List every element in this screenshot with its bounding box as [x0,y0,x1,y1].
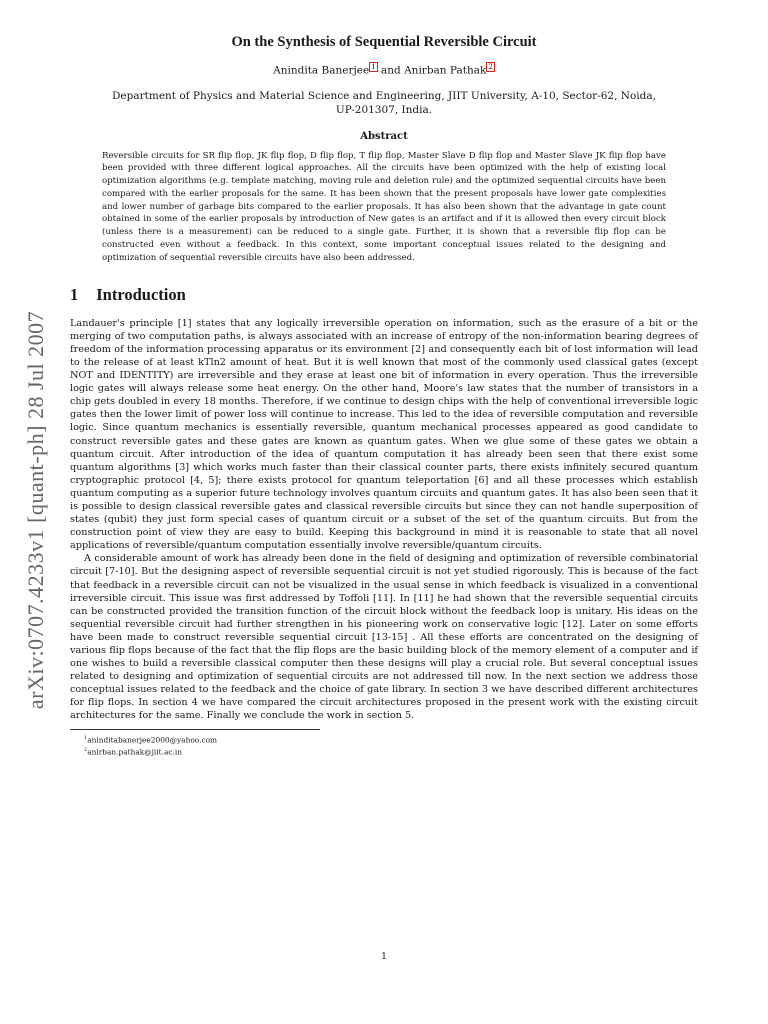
page-number: 1 [380,951,388,962]
arxiv-sidebar-stamp [22,270,50,750]
section-number: 1 [70,284,79,304]
footnote-divider [70,729,320,730]
author-2: Anirban Pathak [404,64,487,77]
abstract-text: Reversible circuits for SR flip flop, JK flip flop, D flip flop, T flip flop, Master Slave D flip flop and Master Slave JK flip flop have been provided with three different logical approaches. All the circuits have been optimized with the help of existing local optimization algorithms (e.g. template matching, moving rule and deletion rule) and the optimized sequential circuits have been compared with the earlier proposals for the same. It has been shown that the present proposals have lower gate complexities and lower number of garbage bits compared to the earlier proposals. It has also been shown that the advantage in gate count obtained in some of the earlier proposals by introduction of New gates is an artifact and if it is allowed then every circuit block (unless there is a measurement) can be reduced to a single gate. Further, it is shown that a reversible flip flop can be constructed even without a feedback. In this context, some important conceptual issues related to the designing and optimization of sequential reversible circuits have also been addressed. [102,150,666,263]
footnote-2 [70,745,698,757]
author-conjunction: and [381,64,401,77]
affiliation-line-2: UP-201307, India. [335,103,433,116]
footnote-link-1[interactable]: 1 [371,63,376,71]
section-title: Introduction [96,284,186,304]
footnote-1 [70,733,698,745]
footnote-1-mark: 1 [84,734,88,741]
section-heading-introduction [70,285,698,305]
intro-paragraph-1: Landauer's principle [1] states that any logically irreversible operation on information, such as the erasure of a bit or the merging of two computation paths, is always associated with an increase of entropy of the non-information bearing degrees of freedom of the information processing apparatus or its environment [2] and consequently each bit of lost information will lead to the release of at least kTln2 amount of heat. But it is well known that most of the commonly used classical gates (except NOT and IDENTITY) are irreversible and they erase at least one bit of information in every operation. Thus the irreversible logic gates will always release some heat energy. On the other hand, Moore's law states that the number of transistors in a chip gets doubled in every 18 months. Therefore, if we continue to design chips with the help of conventional irreversible logic gates then the lower limit of power loss will continue to increase. This led to the idea of reversible computation and reversible logic. Since quantum mechanics is essentially reversible, quantum mechanical processes appeared as good candidate to construct reversible gates and these gates are known as quantum gates. When we glue some of these gates we obtain a quantum circuit. After introduction of the idea of quantum computation it has already been seen that there exist some quantum algorithms [3] which works much faster than their classical counter parts, there exists infinitely secured quantum cryptographic protocol [4, 5]; there exists protocol for quantum teleportation [6] and all these processes which establish quantum computing as a superior future technology involves quantum circuits and quantum gates. It has also been seen that it is possible to design classical reversible gates and classical reversible circuits but since they can not handle superposition of states (qubit) they just form special cases of quantum circuit or a subset of the set of the quantum circuits. But from the construction point of view they are easy to build. Keeping this background in mind it is reasonable to state that all novel applications of reversible/quantum computation essentially involve reversible/quantum circuits. [70,317,698,552]
footnote-1-email: aninditabanerjee2000@yahoo.com [87,735,218,745]
footnote-link-2[interactable]: 2 [488,63,493,71]
paper-title: On the Synthesis of Sequential Reversible Circuit [231,34,537,50]
author-line [70,63,698,77]
footnote-2-email: anirban.pathak@jiit.ac.in [87,747,182,757]
paper-page [70,30,698,758]
affiliation-line-1: Department of Physics and Material Science and Engineering, JIIT University, A-10, Sector-62, Noida, [112,89,656,102]
intro-paragraph-2: A considerable amount of work has already been done in the field of designing and optimization of reversible combinatorial circuit [7-10]. But the designing aspect of reversible sequential circuit is not yet studied rigorously. This is because of the fact that feedback in a reversible circuit can not be visualized in the usual sense in which feedback is visualized in a conventional irreversible circuit. This issue was first addressed by Toffoli [11]. In [11] he had shown that the reversible sequential circuits can be constructed provided the transition function of the circuit block without the feedback loop is unitary. His ideas on the sequential reversible circuit had further strengthen in his pioneering work on conservative logic [12]. Later on some efforts have been made to construct reversible sequential circuit [13-15] . All these efforts are concentrated on the designing of various flip flops because of the fact that the flip flops are the basic building block of the memory element of a computer and if one wishes to build a reversible classical computer then these designs will play a crucial role. But several conceptual issues related to designing and optimization of sequential circuits are not addressed till now. In the next section we address those conceptual issues related to the feedback and the choice of gate library. In section 3 we have described different architectures for flip flops. In section 4 we have compared the circuit architectures proposed in the present work with the existing circuit architectures for the same. Finally we conclude the work in section 5. [70,553,698,722]
abstract-heading: Abstract [360,130,408,142]
author-1: Anindita Banerjee [273,64,370,77]
footnote-2-mark: 2 [84,747,88,754]
arxiv-id-text: arXiv:0707.4233v1 [quant-ph] 28 Jul 2007 [23,310,49,710]
affiliation [70,89,698,117]
